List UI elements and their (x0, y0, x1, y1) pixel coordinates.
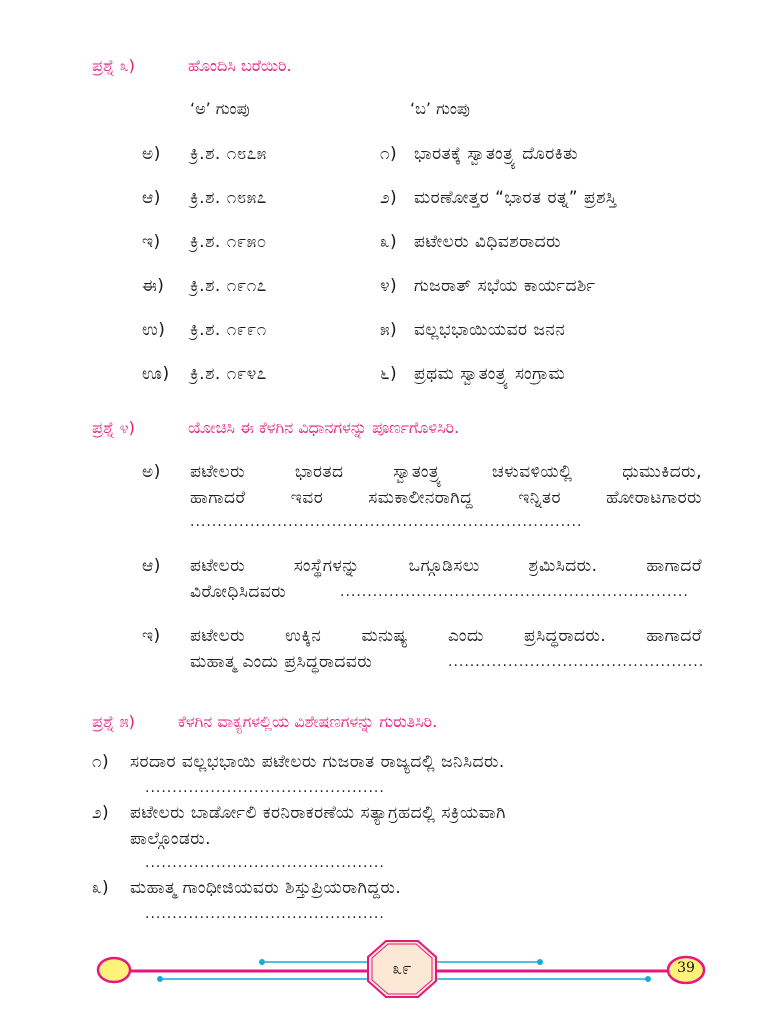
row-num: ೨) (380, 188, 398, 208)
row-num: ೬) (380, 364, 398, 384)
kannada-page-number: ೩೯ (392, 959, 412, 979)
row-year: ಕ್ರಿ.ಶ. ೧೯೧೭ (190, 276, 267, 296)
col-b-header: ‘ಬ’ ಗುಂಪು (410, 99, 470, 118)
footer-dot (259, 959, 265, 965)
row-mark: ಅ) (142, 144, 161, 164)
q3-instruction: ಹೊಂದಿಸಿ ಬರೆಯಿರಿ. (188, 56, 292, 75)
page-number: 39 (677, 960, 695, 976)
q4-item-line: ಪಟೇಲರು ಭಾರತದ ಸ್ವಾತಂತ್ರ್ಯ ಚಳುವಳಿಯಲ್ಲಿ ಧುಮುಕಿದರು, (190, 462, 702, 482)
row-event: ವಲ್ಲಭಭಾಯಿಯವರ ಜನನ (414, 320, 566, 340)
row-year: ಕ್ರಿ.ಶ. ೧೯೫೦ (190, 232, 267, 252)
q4-item-mark: ಇ) (142, 626, 161, 646)
q5-item-line: ಮಹಾತ್ಮ ಗಾಂಧೀಜಿಯವರು ಶಿಸ್ತುಪ್ರಿಯರಾಗಿದ್ದರು. (130, 878, 402, 898)
q5-item-line: ಪಟೇಲರು ಬಾರ್ಡೋಲಿ ಕರನಿರಾಕರಣೆಯ ಸತ್ಯಾಗ್ರಹದಲ್ಲಿ ಸಕ್ರಿಯವಾಗಿ (130, 803, 506, 823)
row-year: ಕ್ರಿ.ಶ. ೧೯೯೧ (190, 320, 267, 340)
answer-blank[interactable]: ................................................................ (340, 584, 689, 600)
q4-item-mark: ಅ) (142, 462, 161, 482)
q5-item-num: ೩) (92, 878, 110, 898)
row-num: ೩) (380, 232, 398, 252)
q4-item-line: ವಿರೋಧಿಸಿದವರು (190, 582, 287, 602)
row-num: ೪) (380, 276, 398, 296)
row-mark: ಆ) (142, 188, 161, 208)
q5-instruction: ಕೆಳಗಿನ ವಾಕ್ಯಗಳಲ್ಲಿಯ ವಿಶೇಷಣಗಳನ್ನು ಗುರುತಿಸಿರಿ. (178, 712, 438, 731)
footer-dot (157, 976, 163, 982)
answer-blank[interactable]: ............................................ (145, 906, 385, 922)
row-mark: ಈ) (142, 276, 165, 296)
answer-blank[interactable]: ............................................ (145, 780, 385, 796)
q4-item-line: ಪಟೇಲರು ಉಕ್ಕಿನ ಮನುಷ್ಯ ಎಂದು ಪ್ರಸಿದ್ಧರಾದರು. ಹಾಗಾದರೆ (190, 626, 702, 646)
q4-label: ಪ್ರಶ್ನೆ ೪) (92, 418, 135, 437)
q3-label: ಪ್ರಶ್ನೆ ೩) (92, 56, 135, 75)
row-mark: ಊ) (142, 364, 170, 384)
row-year: ಕ್ರಿ.ಶ. ೧೮೫೭ (190, 188, 267, 208)
row-event: ಪ್ರಥಮ ಸ್ವಾತಂತ್ರ್ಯ ಸಂಗ್ರಾಮ (414, 364, 566, 384)
footer-dot (645, 976, 651, 982)
q5-item-num: ೨) (92, 803, 110, 823)
row-mark: ಉ) (142, 320, 166, 340)
answer-blank[interactable]: ........................................................................ (190, 514, 583, 530)
row-num: ೫) (380, 320, 398, 340)
row-event: ಭಾರತಕ್ಕೆ ಸ್ವಾತಂತ್ರ್ಯ ದೊರಕಿತು (414, 144, 579, 164)
q5-item-line: ಪಾಲ್ಗೊಂಡರು. (130, 829, 212, 849)
row-year: ಕ್ರಿ.ಶ. ೧೮೭೫ (190, 144, 267, 164)
row-num: ೧) (380, 144, 398, 164)
row-event: ಮರಣೋತ್ತರ “ಭಾರತ ರತ್ನ” ಪ್ರಶಸ್ತಿ (414, 188, 617, 208)
col-a-header: ‘ಅ’ ಗುಂಪು (190, 99, 250, 118)
q5-item-line: ಸರದಾರ ವಲ್ಲಭಭಾಯಿ ಪಟೇಲರು ಗುಜರಾತ ರಾಜ್ಯದಲ್ಲಿ ಜನಿಸಿದರು. (130, 752, 505, 772)
row-event: ಪಟೇಲರು ವಿಧಿವಶರಾದರು (414, 232, 561, 252)
answer-blank[interactable]: ............................................ (145, 855, 385, 871)
row-event: ಗುಜರಾತ್ ಸಭೆಯ ಕಾರ್ಯದರ್ಶಿ (414, 276, 596, 296)
footer-left-oval (98, 958, 130, 982)
q5-item-num: ೧) (92, 752, 110, 772)
row-mark: ಇ) (142, 232, 161, 252)
q5-label: ಪ್ರಶ್ನೆ ೫) (92, 712, 135, 731)
q4-instruction: ಯೋಚಿಸಿ ಈ ಕೆಳಗಿನ ವಿಧಾನಗಳನ್ನು ಪೂರ್ಣಗೊಳಿಸಿರಿ. (188, 418, 460, 437)
q4-item-mark: ಆ) (142, 556, 161, 576)
row-year: ಕ್ರಿ.ಶ. ೧೯೪೭ (190, 364, 267, 384)
answer-blank[interactable]: ............................................... (448, 654, 705, 670)
q4-item-line: ಪಟೇಲರು ಸಂಸ್ಥೆಗಳನ್ನು ಒಗ್ಗೂಡಿಸಲು ಶ್ರಮಿಸಿದರು. ಹಾಗಾದರೆ (190, 556, 702, 576)
q4-item-line: ಮಹಾತ್ಮ ಎಂದು ಪ್ರಸಿದ್ಧರಾದವರು (190, 652, 373, 672)
q4-item-line: ಹಾಗಾದರೆ ಇವರ ಸಮಕಾಲೀನರಾಗಿದ್ದ ಇನ್ನಿತರ ಹೋರಾಟಗಾರರು (190, 488, 702, 508)
footer-dot (537, 959, 543, 965)
